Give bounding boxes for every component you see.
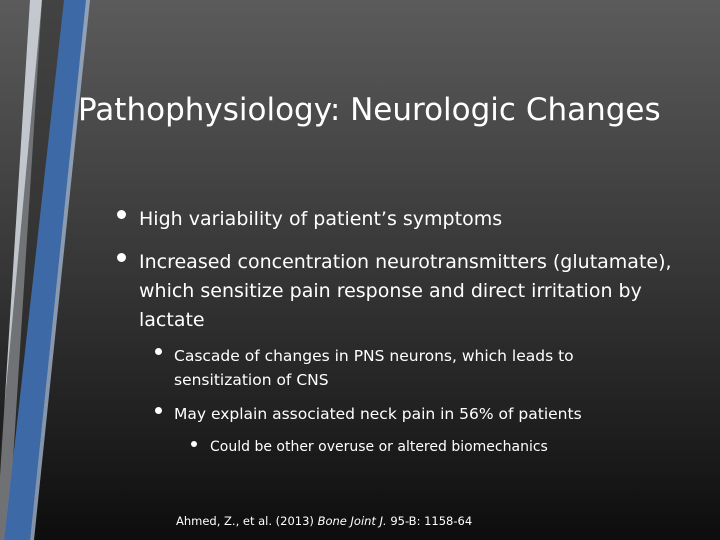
bullet-dot (155, 348, 162, 355)
bullet-text: May explain associated neck pain in 56% of patients (174, 405, 582, 423)
bullet-dot (155, 407, 162, 414)
slide-title: Pathophysiology: Neurologic Changes (78, 92, 661, 128)
citation (176, 514, 472, 528)
citation-authors: Ahmed, Z., et al. (2013) (176, 514, 314, 528)
citation-journal: Bone Joint J. (317, 514, 387, 528)
bullet-dot (117, 253, 126, 262)
bullet-dot (117, 210, 126, 219)
bullet-text: Increased concentration neurotransmitters (glutamate), which sensitize pain response and direct irritation by lactate (139, 251, 672, 331)
citation-ref: 95-B: 1158-64 (390, 514, 473, 528)
bullet-dot (191, 441, 197, 447)
bullet-text: Could be other overuse or altered biomechanics (210, 439, 548, 455)
bullet-text: High variability of patient’s symptoms (139, 208, 503, 230)
bullet-text: Cascade of changes in PNS neurons, which leads to sensitization of CNS (174, 347, 574, 389)
